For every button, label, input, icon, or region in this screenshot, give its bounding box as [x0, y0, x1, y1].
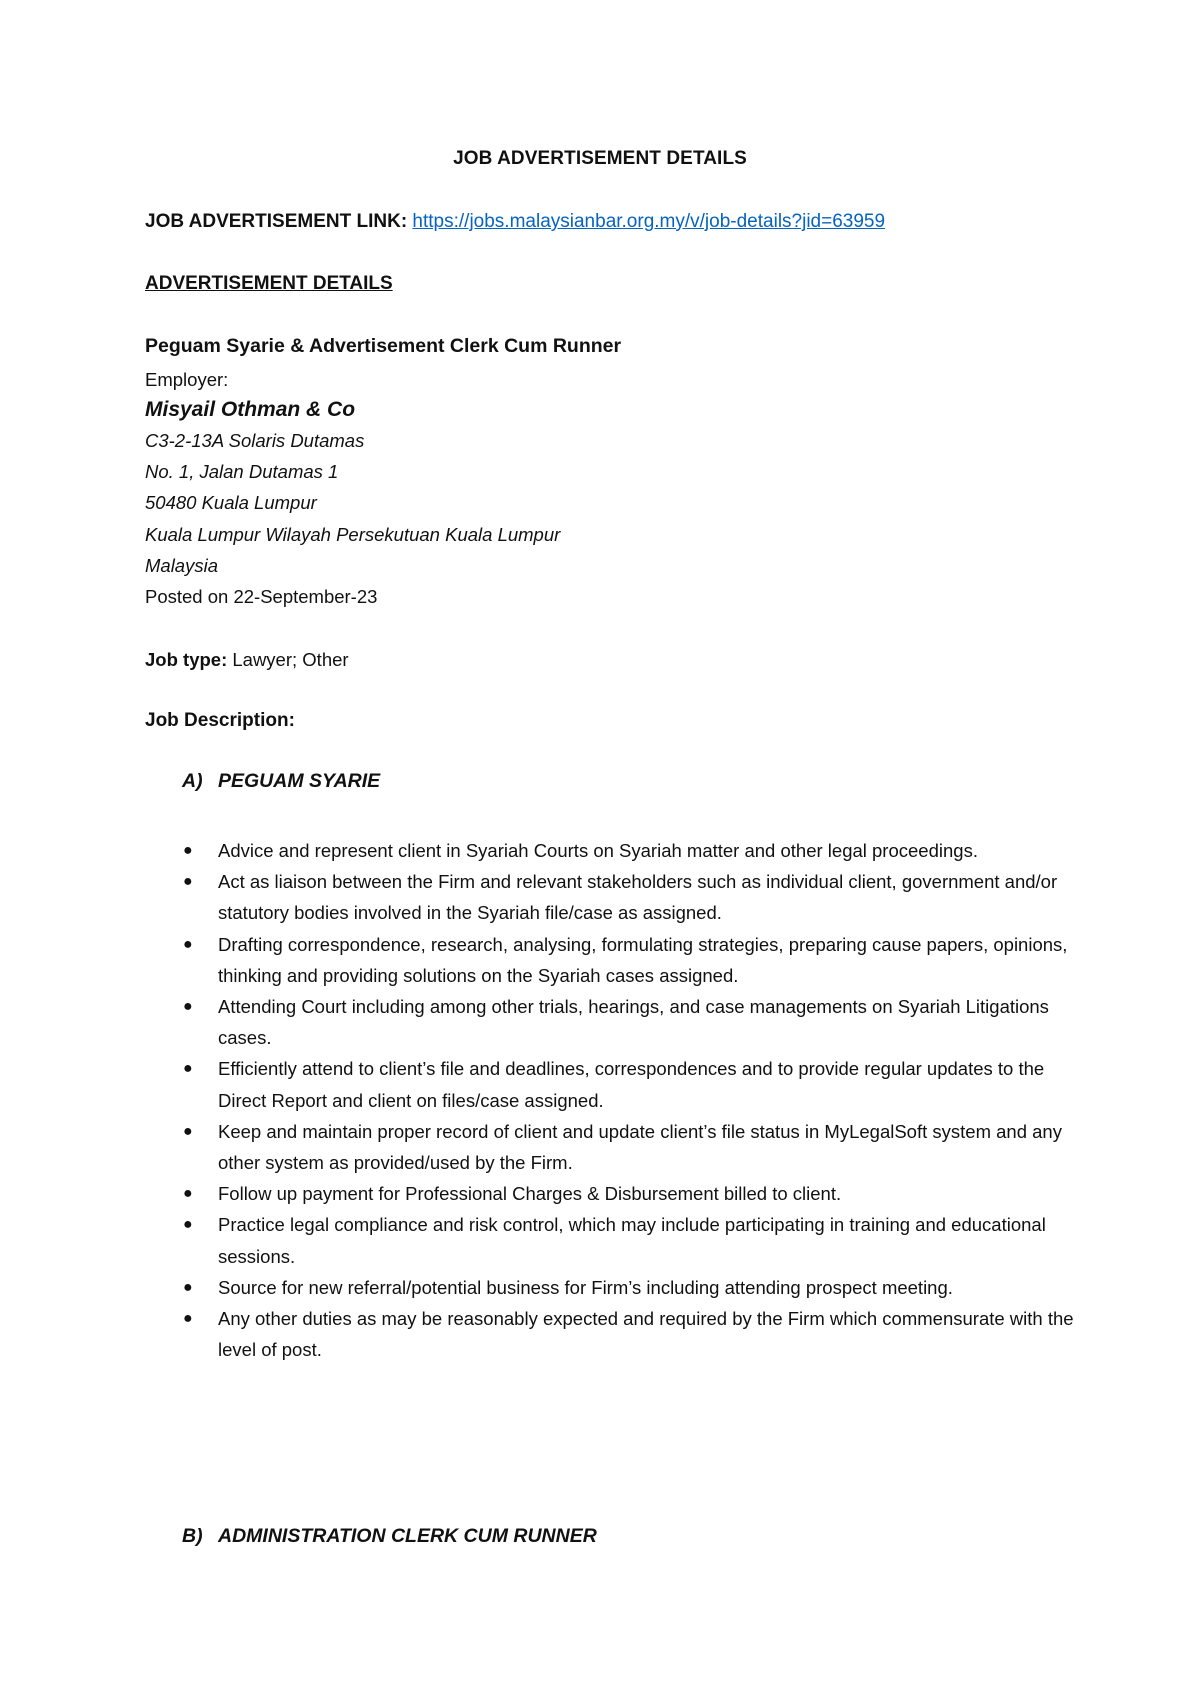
document-title: JOB ADVERTISEMENT DETAILS: [453, 148, 747, 169]
bullet-icon: ●: [183, 1216, 193, 1234]
bullet-icon: ●: [183, 998, 193, 1016]
job-type-label: Job type:: [145, 649, 228, 670]
duties-list: [0, 835, 1200, 1365]
bullet-icon: ●: [183, 1278, 193, 1296]
list-item: ● Source for new referral/potential business for Firm’s including attending prospect meeting.: [0, 1272, 1078, 1303]
employer-name: Misyail Othman & Co: [145, 398, 356, 421]
advertisement-link-line: [145, 206, 885, 237]
bullet-icon: ●: [183, 1060, 193, 1078]
bullet-icon: ●: [183, 1185, 193, 1203]
employer-address: [145, 425, 560, 581]
bullet-icon: ●: [183, 842, 193, 859]
section-a-letter: A): [182, 770, 203, 792]
advertisement-link[interactable]: https://jobs.malaysianbar.org.my/v/job-details?jid=63959: [412, 211, 886, 232]
section-heading: ADVERTISEMENT DETAILS: [145, 273, 393, 294]
address-line: 50480 Kuala Lumpur: [145, 492, 317, 514]
list-item: ● Efficiently attend to client’s file and deadlines, correspondences and to provide regular updates to the Direct Report and client on files/case assigned.: [0, 1053, 1078, 1115]
list-item: ● Drafting correspondence, research, analysing, formulating strategies, preparing cause papers, opinions, thinking and providing solutions on the Syariah cases assigned.: [0, 929, 1078, 991]
bullet-icon: ●: [183, 1310, 193, 1328]
section-a-heading: [182, 770, 380, 793]
address-line: No. 1, Jalan Dutamas 1: [145, 461, 339, 483]
list-item: ● Advice and represent client in Syariah Courts on Syariah matter and other legal proceedings.: [0, 835, 1078, 866]
posted-date: Posted on 22-September-23: [145, 586, 378, 607]
list-item: ● Practice legal compliance and risk control, which may include participating in training and educational sessions.: [0, 1209, 1078, 1271]
list-item: ● Attending Court including among other trials, hearings, and case managements on Syariah Litigations cases.: [0, 991, 1078, 1053]
job-type-value: Lawyer; Other: [227, 649, 349, 670]
bullet-icon: ●: [183, 873, 193, 891]
job-type-line: [145, 644, 349, 675]
address-line: Kuala Lumpur Wilayah Persekutuan Kuala Lumpur: [145, 523, 561, 545]
section-a-title: PEGUAM SYARIE: [218, 770, 381, 792]
advertisement-link-label: JOB ADVERTISEMENT LINK:: [145, 211, 408, 232]
list-item: ● Keep and maintain proper record of client and update client’s file status in MyLegalSoft system and any other system as provided/used by the Firm.: [0, 1116, 1078, 1178]
bullet-icon: ●: [183, 1122, 193, 1140]
bullet-icon: ●: [183, 935, 193, 953]
job-description-label: Job Description:: [145, 710, 295, 731]
section-b-heading: [182, 1525, 597, 1548]
list-item: ● Any other duties as may be reasonably expected and required by the Firm which commensurate with the level of post.: [0, 1303, 1078, 1365]
list-item: ● Act as liaison between the Firm and relevant stakeholders such as individual client, government and/or statutory bodies involved in the Syariah file/case as assigned.: [0, 866, 1078, 928]
section-b-letter: B): [182, 1525, 203, 1547]
employer-label: Employer:: [145, 369, 229, 390]
job-title: Peguam Syarie & Advertisement Clerk Cum Runner: [145, 335, 622, 357]
list-item: ● Follow up payment for Professional Charges & Disbursement billed to client.: [0, 1178, 1078, 1209]
section-b-title: ADMINISTRATION CLERK CUM RUNNER: [218, 1525, 597, 1547]
address-line: Malaysia: [145, 554, 218, 576]
address-line: C3-2-13A Solaris Dutamas: [145, 430, 365, 451]
